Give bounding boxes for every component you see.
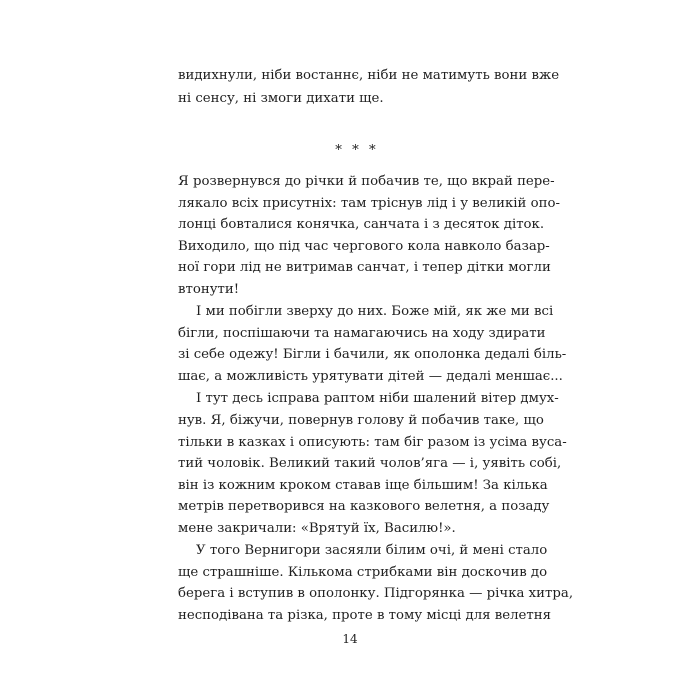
- text-line: І ми побігли зверху до них. Боже мій, як же ми всі: [196, 304, 554, 320]
- text-line: він із кожним кроком ставав іще більшим! За кілька: [178, 477, 548, 493]
- text-line: тільки в казках і описують: там біг разом із усіма вуса-: [178, 434, 567, 450]
- text-line: несподівана та різка, проте в тому місці для велетня: [178, 608, 552, 623]
- text-line: лонці бовталися конячка, санчата і з десяток діток.: [178, 217, 545, 233]
- text-line: видихнули, ніби востаннє, ніби не матимуть вони вже: [178, 68, 560, 83]
- text-line: У того Вернигори засяяли білим очі, й мені стало: [196, 543, 548, 559]
- text-line: втонути!: [178, 281, 240, 297]
- text-line: ної гори лід не витримав санчат, і тепер дітки могли: [178, 260, 551, 276]
- text-line: Я розвернувся до річки й побачив те, що вкрай пере-: [178, 174, 555, 189]
- text-line: зі себе одежу! Бігли і бачили, як ополонка дедалі біль-: [178, 347, 567, 363]
- page-number: 14: [342, 632, 358, 646]
- text-line: шає, а можливість урятувати дітей — дедалі меншає...: [178, 369, 563, 384]
- text-line: мене закричали: «Врятуй їх, Василю!».: [178, 520, 456, 536]
- text-line: лякало всіх присутніх: там тріснув лід і у великій опо-: [178, 195, 560, 211]
- text-line: бігли, поспішаючи та намагаючись на ходу здирати: [178, 325, 546, 341]
- text-line: нув. Я, біжучи, повернув голову й побачив таке, що: [178, 413, 544, 428]
- text-line: берега і вступив в ополонку. Підгорянка — річка хитра,: [178, 586, 574, 602]
- section-separator: * * *: [335, 142, 379, 158]
- text-line: ще страшніше. Кількома стрибками він доскочив до: [178, 564, 548, 580]
- text-line: І тут десь ісправа раптом ніби шалений вітер дмух-: [196, 390, 559, 406]
- text-line: ні сенсу, ні змоги дихати ще.: [178, 90, 384, 106]
- text-line: метрів перетворився на казкового велетня, а позаду: [178, 499, 550, 515]
- text-line: Виходило, що під час чергового кола навколо базар-: [178, 238, 550, 254]
- text-line: тий чоловік. Великий такий чолов’яга — і, уявіть собі,: [178, 456, 562, 472]
